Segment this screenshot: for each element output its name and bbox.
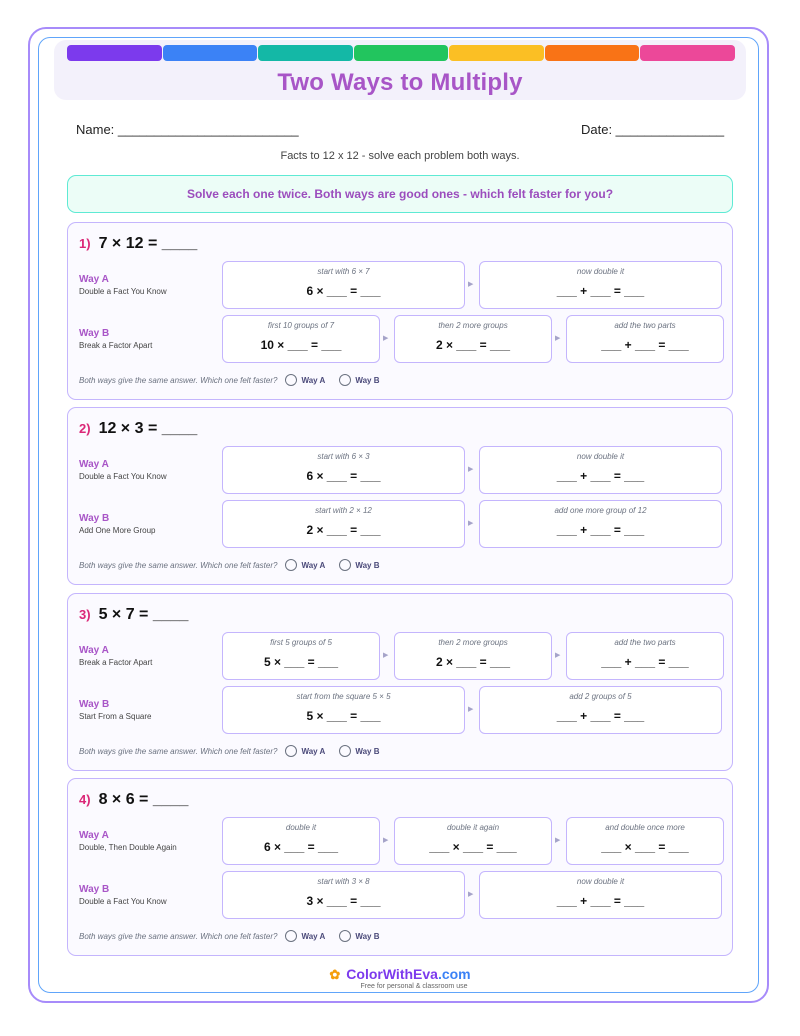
question-text: Both ways give the same answer. Which one felt faster?: [79, 375, 278, 385]
question-text: Both ways give the same answer. Which one felt faster?: [79, 560, 278, 570]
step-hint: now double it: [576, 877, 625, 886]
color-stripe: [163, 45, 258, 61]
step-hint: double it again: [446, 823, 500, 832]
arrow-right-icon: ▶: [468, 466, 474, 473]
step-box[interactable]: [479, 686, 722, 734]
way-b-option[interactable]: Way B: [355, 375, 380, 385]
faster-question: [79, 745, 379, 757]
way-a-radio[interactable]: [285, 374, 297, 386]
way-description: Break a Factor Apart: [79, 341, 153, 350]
step-box[interactable]: [222, 500, 465, 548]
problem-equation[interactable]: 12 × 3 = ____: [98, 420, 198, 437]
step-hint: first 5 groups of 5: [270, 638, 332, 647]
way-b-radio[interactable]: [339, 374, 351, 386]
question-text: Both ways give the same answer. Which one felt faster?: [79, 931, 278, 941]
step-hint: add the two parts: [614, 638, 676, 647]
step-box[interactable]: [222, 315, 380, 363]
step-equation[interactable]: ___ + ___ = ___: [556, 709, 645, 723]
step-box[interactable]: [394, 315, 552, 363]
way-a-label: [79, 274, 219, 296]
way-name: Way A: [79, 459, 109, 470]
problem-title: [79, 420, 197, 438]
step-box[interactable]: [222, 871, 465, 919]
arrow-right-icon: ▶: [383, 335, 389, 342]
arrow-right-icon: ▶: [468, 281, 474, 288]
step-equation[interactable]: ___ + ___ = ___: [556, 284, 645, 298]
step-box[interactable]: [394, 817, 552, 865]
way-b-label: [79, 699, 219, 721]
question-text: Both ways give the same answer. Which one felt faster?: [79, 746, 278, 756]
step-hint: add 2 groups of 5: [569, 692, 632, 701]
step-hint: start from the square 5 × 5: [296, 692, 391, 701]
step-box[interactable]: [479, 871, 722, 919]
step-equation[interactable]: ___ + ___ = ___: [556, 469, 645, 483]
step-box[interactable]: [222, 261, 465, 309]
step-equation[interactable]: 10 × ___ = ___: [260, 338, 342, 352]
problem-card: [67, 593, 733, 771]
step-box[interactable]: [222, 446, 465, 494]
way-a-label: [79, 459, 219, 481]
way-description: Double a Fact You Know: [79, 897, 167, 906]
step-box[interactable]: [566, 817, 724, 865]
step-equation[interactable]: 6 × ___ = ___: [263, 840, 339, 854]
step-equation[interactable]: 5 × ___ = ___: [263, 655, 339, 669]
arrow-right-icon: ▶: [468, 520, 474, 527]
step-equation[interactable]: 2 × ___ = ___: [435, 338, 511, 352]
way-a-label: [79, 830, 219, 852]
problem-title: [79, 606, 188, 624]
step-box[interactable]: [479, 500, 722, 548]
step-hint: start with 6 × 3: [317, 452, 370, 461]
step-hint: start with 2 × 12: [315, 506, 372, 515]
way-a-radio[interactable]: [285, 930, 297, 942]
step-box[interactable]: [566, 632, 724, 680]
brand-footer: [0, 966, 800, 990]
way-description: Add One More Group: [79, 526, 156, 535]
way-b-radio[interactable]: [339, 930, 351, 942]
way-description: Break a Factor Apart: [79, 658, 153, 667]
color-stripe: [258, 45, 353, 61]
way-b-label: [79, 513, 219, 535]
step-box[interactable]: [222, 817, 380, 865]
step-hint: double it: [285, 823, 317, 832]
step-box[interactable]: [479, 261, 722, 309]
instruction-banner: Solve each one twice. Both ways are good ones - which felt faster for you?: [67, 175, 733, 213]
color-stripe: [67, 45, 162, 61]
step-equation[interactable]: ___ + ___ = ___: [601, 338, 689, 352]
problem-number: 4): [79, 792, 91, 807]
color-stripe: [545, 45, 640, 61]
step-equation[interactable]: 3 × ___ = ___: [306, 894, 381, 908]
arrow-right-icon: ▶: [383, 652, 389, 659]
step-hint: first 10 groups of 7: [267, 321, 335, 330]
step-equation[interactable]: 6 × ___ = ___: [306, 284, 381, 298]
way-b-radio[interactable]: [339, 745, 351, 757]
way-description: Start From a Square: [79, 712, 152, 721]
arrow-right-icon: ▶: [468, 891, 474, 898]
faster-question: [79, 559, 379, 571]
arrow-right-icon: ▶: [555, 837, 561, 844]
step-hint: start with 3 × 8: [317, 877, 370, 886]
problem-number: 3): [79, 607, 91, 622]
way-a-option[interactable]: Way A: [301, 931, 326, 941]
arrow-right-icon: ▶: [555, 652, 561, 659]
step-equation[interactable]: ___ + ___ = ___: [556, 894, 645, 908]
subtitle: Facts to 12 x 12 - solve each problem both ways.: [280, 150, 520, 162]
problem-number: 2): [79, 421, 91, 436]
step-box[interactable]: [222, 632, 380, 680]
color-stripe: [449, 45, 544, 61]
problem-card: [67, 778, 733, 956]
step-hint: add one more group of 12: [554, 506, 647, 515]
way-a-option[interactable]: Way A: [301, 375, 326, 385]
step-box[interactable]: [566, 315, 724, 363]
way-description: Double a Fact You Know: [79, 472, 167, 481]
way-b-option[interactable]: Way B: [355, 560, 380, 570]
problem-equation[interactable]: 7 × 12 = ____: [98, 235, 198, 252]
arrow-right-icon: ▶: [468, 706, 474, 713]
step-equation[interactable]: ___ × ___ = ___: [601, 840, 689, 854]
step-equation[interactable]: ___ × ___ = ___: [429, 840, 517, 854]
way-a-radio[interactable]: [285, 745, 297, 757]
color-stripe: [354, 45, 449, 61]
step-hint: then 2 more groups: [438, 321, 508, 330]
way-b-label: [79, 884, 219, 906]
way-name: Way B: [79, 328, 110, 339]
step-equation[interactable]: 2 × ___ = ___: [435, 655, 511, 669]
arrow-right-icon: ▶: [555, 335, 561, 342]
step-equation[interactable]: 5 × ___ = ___: [306, 709, 381, 723]
way-name: Way A: [79, 645, 109, 656]
arrow-right-icon: ▶: [383, 837, 389, 844]
name-field[interactable]: Name: _________________________: [76, 122, 299, 137]
way-name: Way B: [79, 884, 110, 895]
way-b-option[interactable]: Way B: [355, 931, 380, 941]
way-b-label: [79, 328, 219, 350]
step-hint: start with 6 × 7: [317, 267, 370, 276]
problem-number: 1): [79, 236, 91, 251]
step-equation[interactable]: 2 × ___ = ___: [306, 523, 381, 537]
step-box[interactable]: [479, 446, 722, 494]
way-b-radio[interactable]: [339, 559, 351, 571]
step-box[interactable]: [222, 686, 465, 734]
brand-suffix: .com: [437, 966, 471, 982]
faster-question: [79, 930, 379, 942]
way-name: Way B: [79, 699, 110, 710]
way-name: Way A: [79, 274, 109, 285]
problem-title: [79, 235, 197, 253]
way-a-radio[interactable]: [285, 559, 297, 571]
faster-question: [79, 374, 379, 386]
palette-icon: ✿: [329, 967, 341, 982]
brand-name: ColorWithEva: [346, 966, 438, 982]
way-a-option[interactable]: Way A: [301, 746, 326, 756]
way-b-option[interactable]: Way B: [355, 746, 380, 756]
problem-card: [67, 407, 733, 585]
step-hint: and double once more: [605, 823, 685, 832]
step-equation[interactable]: ___ + ___ = ___: [556, 523, 645, 537]
color-stripes: [67, 45, 735, 61]
problem-equation[interactable]: 5 × 7 = ____: [98, 606, 189, 623]
step-box[interactable]: [394, 632, 552, 680]
date-field[interactable]: Date: _______________: [581, 122, 725, 137]
way-description: Double a Fact You Know: [79, 287, 167, 296]
step-hint: then 2 more groups: [438, 638, 508, 647]
step-hint: add the two parts: [614, 321, 676, 330]
step-hint: now double it: [576, 452, 625, 461]
step-equation[interactable]: 6 × ___ = ___: [306, 469, 381, 483]
way-a-label: [79, 645, 219, 667]
way-name: Way A: [79, 830, 109, 841]
brand-tagline: Free for personal & classroom use: [360, 983, 468, 990]
problem-card: [67, 222, 733, 400]
page-title: Two Ways to Multiply: [277, 69, 523, 96]
way-a-option[interactable]: Way A: [301, 560, 326, 570]
color-stripe: [640, 45, 735, 61]
brand-logo: [0, 966, 800, 983]
way-description: Double, Then Double Again: [79, 843, 177, 852]
step-equation[interactable]: ___ + ___ = ___: [601, 655, 689, 669]
problem-title: [79, 791, 188, 809]
step-hint: now double it: [576, 267, 625, 276]
problem-equation[interactable]: 8 × 6 = ____: [98, 791, 189, 808]
way-name: Way B: [79, 513, 110, 524]
